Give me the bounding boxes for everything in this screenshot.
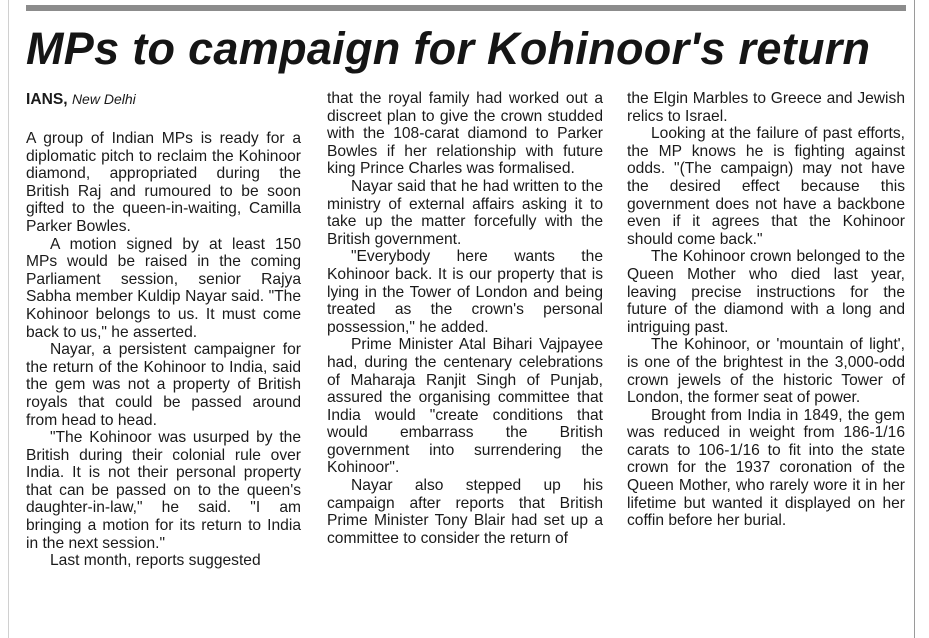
byline-agency: IANS, [26, 91, 68, 108]
paragraph: The Kohinoor crown belonged to the Queen Mother who died last year, leaving precise instructions for the future of the diamond with a long and intriguing past. [627, 248, 905, 336]
paragraph: Nayar also stepped up his campaign after reports that British Prime Minister Tony Blair had set up a committee to consider the return of [327, 477, 603, 547]
paragraph: A group of Indian MPs is ready for a diplomatic pitch to reclaim the Kohinoor diamond, appropriated during the British Raj and rumoured to be soon gifted to the queen-in-waiting, Camilla Parker Bowles. [26, 130, 301, 235]
article-column-2 [327, 90, 603, 547]
paragraph: Last month, reports suggested [50, 552, 261, 570]
paragraph: the Elgin Marbles to Greece and Jewish relics to Israel. [627, 90, 905, 125]
paragraph: The Kohinoor, or 'mountain of light', is one of the brightest in the 3,000-odd crown jewels of the historic Tower of London, the former seat of power. [627, 336, 905, 407]
article-column-1 [26, 90, 301, 570]
paragraph: Prime Minister Atal Bihari Vajpayee had, during the centenary celebrations of Maharaja Ranjit Singh of Punjab, assured the organising committee that India would "create conditions that would embarrass the British government into surrendering the Kohinoor". [327, 336, 603, 477]
paragraph: Looking at the failure of past efforts, the MP knows he is fighting against odds. "(The campaign) may not have the desired effect because this government does not have a backbone even if it agrees that the Kohinoor should come back." [627, 125, 905, 248]
headline: MPs to campaign for Kohinoor's return [26, 23, 871, 74]
paragraph: that the royal family had worked out a discreet plan to give the crown studded with the 108-carat diamond to Parker Bowles if her relationship with future king Prince Charles was formalised. [327, 90, 603, 178]
paragraph: "Everybody here wants the Kohinoor back. It is our property that is lying in the Tower of London and being treated as the crown's personal possession," he added. [327, 248, 603, 336]
paragraph: "The Kohinoor was usurped by the British during their colonial rule over India. It is not their personal property that can be passed on to the queen's daughter-in-law," he said. "I am bringing a motion for its return to India in the next session." [26, 429, 301, 552]
paragraph: Brought from India in 1849, the gem was reduced in weight from 186-1/16 carats to 106-1/16 to fit into the state crown for the 1937 coronation of the Queen Mother, who rarely wore it in her lifetime but wanted it displayed on her coffin before her burial. [627, 406, 905, 530]
clipping-left-edge [8, 0, 9, 638]
byline-place: New Delhi [71, 91, 136, 107]
article-column-3 [627, 90, 905, 530]
paragraph: A motion signed by at least 150 MPs would be raised in the coming Parliament session, senior Rajya Sabha member Kuldip Nayar said. "The Kohinoor belongs to us. It must come back to us," he asserted. [26, 235, 301, 341]
paragraph: Nayar, a persistent campaigner for the return of the Kohinoor to India, said the gem was not a property of British royals that could be passed around from head to head. [26, 341, 301, 429]
paragraph: Nayar said that he had written to the ministry of external affairs asking it to take up the matter forcefully with the British government. [327, 177, 603, 248]
clipping-right-edge [914, 0, 915, 638]
byline [26, 90, 301, 109]
top-rule [26, 5, 906, 11]
